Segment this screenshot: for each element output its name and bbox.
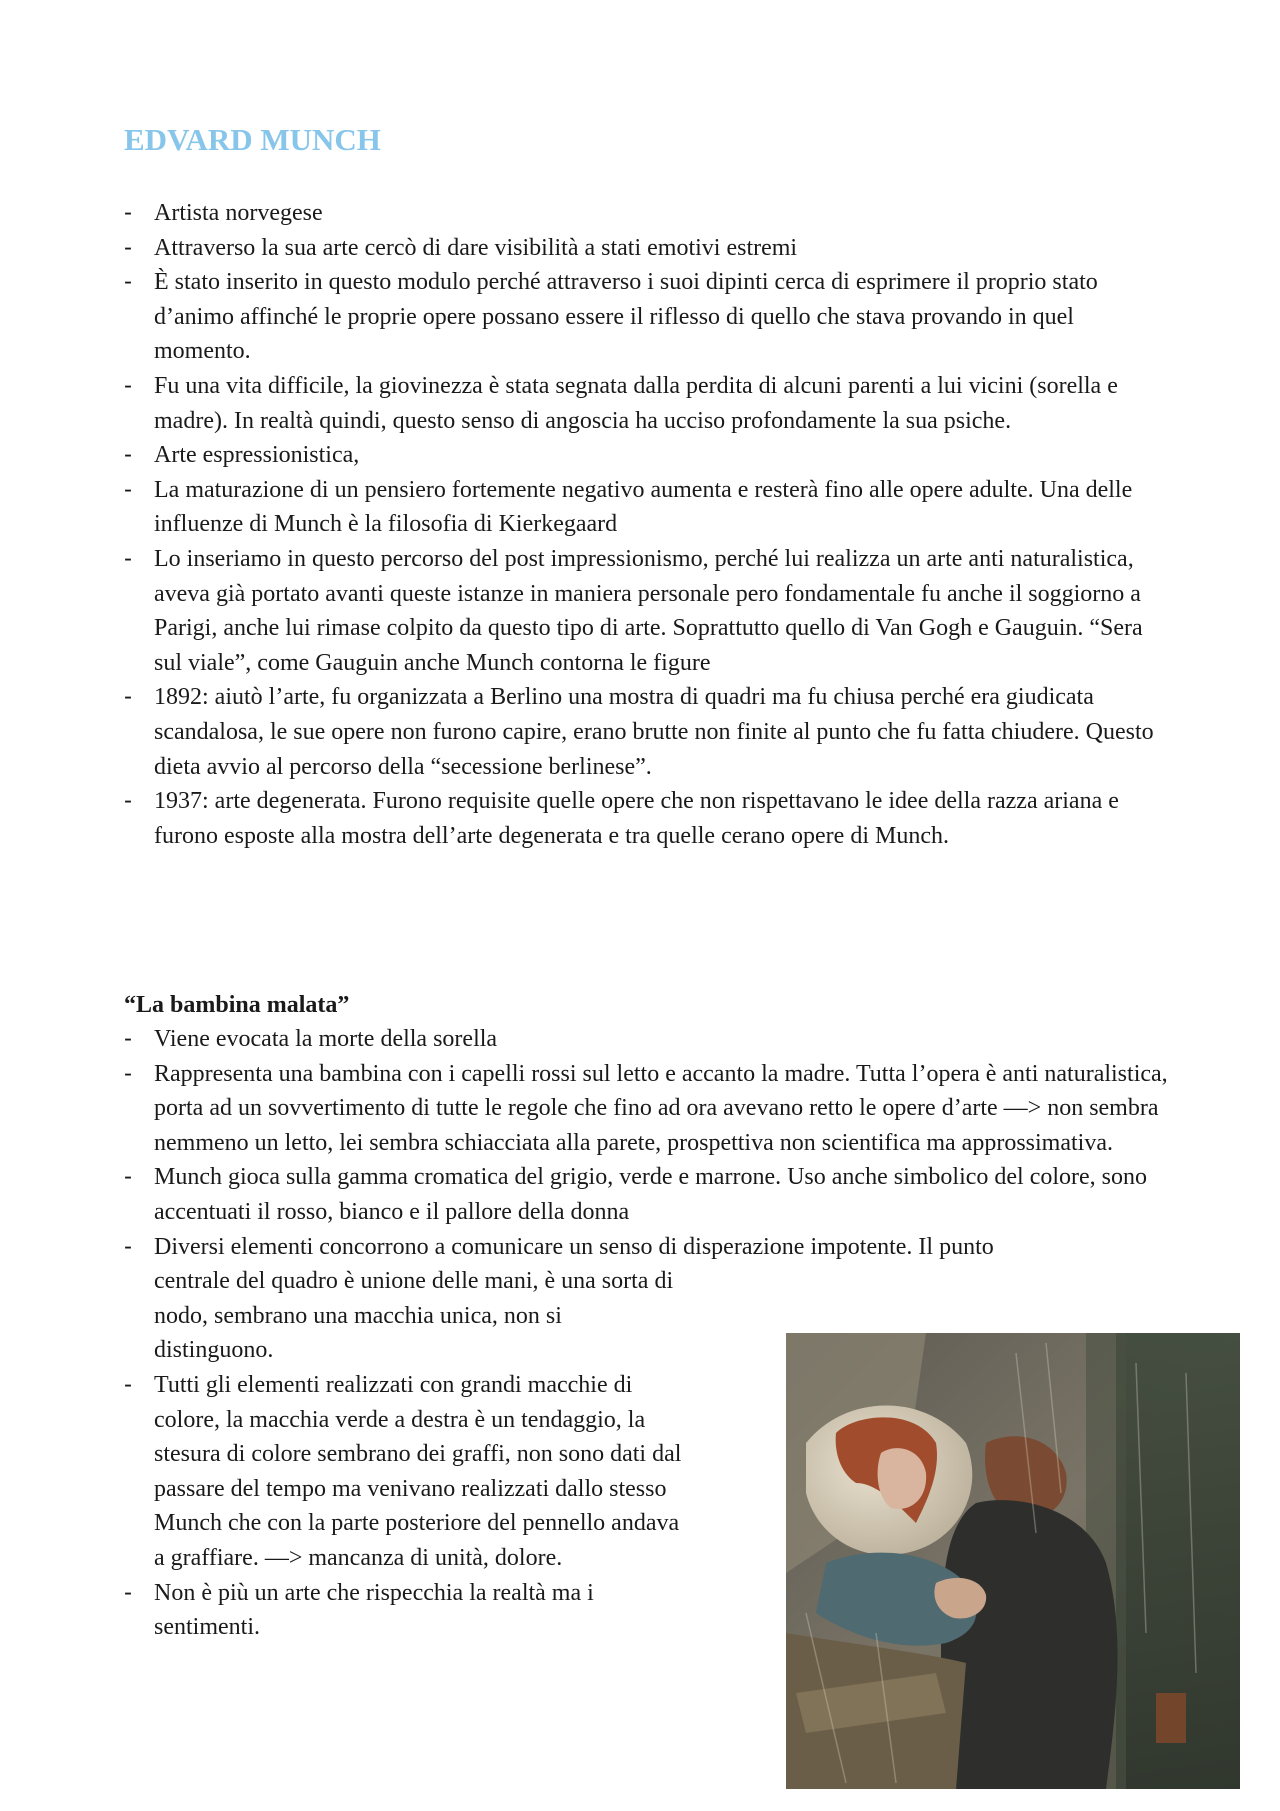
list-item: - Attraverso la sua arte cercò di dare visibilità a stati emotivi estremi: [124, 231, 1174, 266]
list-item: - Diversi elementi concorrono a comunicare un senso di disperazione impotente. Il punto centrale del quadro è unione delle mani, è una sorta di nodo, sembrano una macchia unica, non si distinguono.: [124, 1230, 1174, 1368]
list-item: - La maturazione di un pensiero fortemente negativo aumenta e resterà fino alle opere adulte. Una delle influenze di Munch è la filosofia di Kierkegaard: [124, 473, 1174, 542]
page-title: EDVARD MUNCH: [124, 122, 381, 157]
section-title: “La bambina malata”: [124, 992, 350, 1018]
list-item: - Viene evocata la morte della sorella: [124, 1022, 1174, 1057]
bullet-dash: -: [124, 544, 132, 572]
list-item: - Fu una vita difficile, la giovinezza è stata segnata dalla perdita di alcuni parenti a lui vicini (sorella e madre). In realtà quindi, questo senso di angoscia ha ucciso profondamente la sua psiche.: [124, 369, 1174, 438]
bullet-dash: -: [124, 1578, 132, 1606]
bullet-dash: -: [124, 371, 132, 399]
list-item-continuation: centrale del quadro è unione delle mani, è una sorta di nodo, sembrano una macchia unica, non si distinguono.: [154, 1268, 674, 1364]
bullet-dash: -: [124, 1232, 132, 1260]
list-item: - 1892: aiutò l’arte, fu organizzata a Berlino una mostra di quadri ma fu chiusa perché era giudicata scandalosa, le sue opere non furono capire, erano brutte non finite al punto che fu fatta chiudere. Questo dieta avvio al percorso della “secessione berlinese”.: [124, 680, 1174, 784]
list-item: - Artista norvegese: [124, 196, 1174, 231]
list-item: - Lo inseriamo in questo percorso del post impressionismo, perché lui realizza un arte anti naturalistica, aveva già portato avanti queste istanze in maniera personale pero fondamentale fu anche il soggiorno a Parigi, anche lui rimase colpito da questo tipo di arte. Soprattutto quello di Van Gogh e Gauguin. “Sera sul viale”, come Gauguin anche Munch contorna le figure: [124, 542, 1174, 680]
bullet-dash: -: [124, 683, 132, 711]
painting-image: [786, 1333, 1240, 1789]
bullet-dash: -: [124, 1025, 132, 1052]
list-item: - Rappresenta una bambina con i capelli rossi sul letto e accanto la madre. Tutta l’opera è anti naturalistica, porta ad un sovvertimento di tutte le regole che fino ad ora avevano retto le opere d’arte —> non sembra nemmeno un letto, lei sembra schiacciata alla parete, prospettiva non scientifica ma approssimativa.: [124, 1057, 1174, 1161]
list-item: - Non è più un arte che rispecchia la realtà ma i sentimenti.: [124, 1576, 1174, 1645]
bullet-dash: -: [124, 441, 132, 469]
sick-child-painting: [786, 1333, 1240, 1789]
bullet-dash: -: [124, 233, 132, 261]
list-item: - È stato inserito in questo modulo perché attraverso i suoi dipinti cerca di esprimere il proprio stato d’animo affinché le proprie opere possano essere il riflesso di quello che stava provando in quel momento.: [124, 265, 1174, 369]
list-item: - Arte espressionistica,: [124, 438, 1174, 473]
bullet-dash: -: [124, 268, 132, 296]
list-item: - Munch gioca sulla gamma cromatica del grigio, verde e marrone. Uso anche simbolico del colore, sono accentuati il rosso, bianco e il pallore della donna: [124, 1160, 1174, 1229]
bullet-dash: -: [124, 199, 132, 226]
bullet-dash: -: [124, 1163, 132, 1191]
biography-list: [124, 196, 1174, 853]
list-item: - Tutti gli elementi realizzati con grandi macchie di colore, la macchia verde a destra è un tendaggio, la stesura di colore sembrano dei graffi, non sono dati dal passare del tempo ma venivano realizzati dallo stesso Munch che con la parte posteriore del pennello andava a graffiare. —> mancanza di unità, dolore.: [124, 1368, 1174, 1576]
bullet-dash: -: [124, 1370, 132, 1398]
bullet-dash: -: [124, 475, 132, 503]
bullet-dash: -: [124, 787, 132, 815]
bullet-dash: -: [124, 1059, 132, 1087]
list-item: - 1937: arte degenerata. Furono requisite quelle opere che non rispettavano le idee della razza ariana e furono esposte alla mostra dell’arte degenerata e tra quelle cerano opere di Munch.: [124, 784, 1174, 853]
